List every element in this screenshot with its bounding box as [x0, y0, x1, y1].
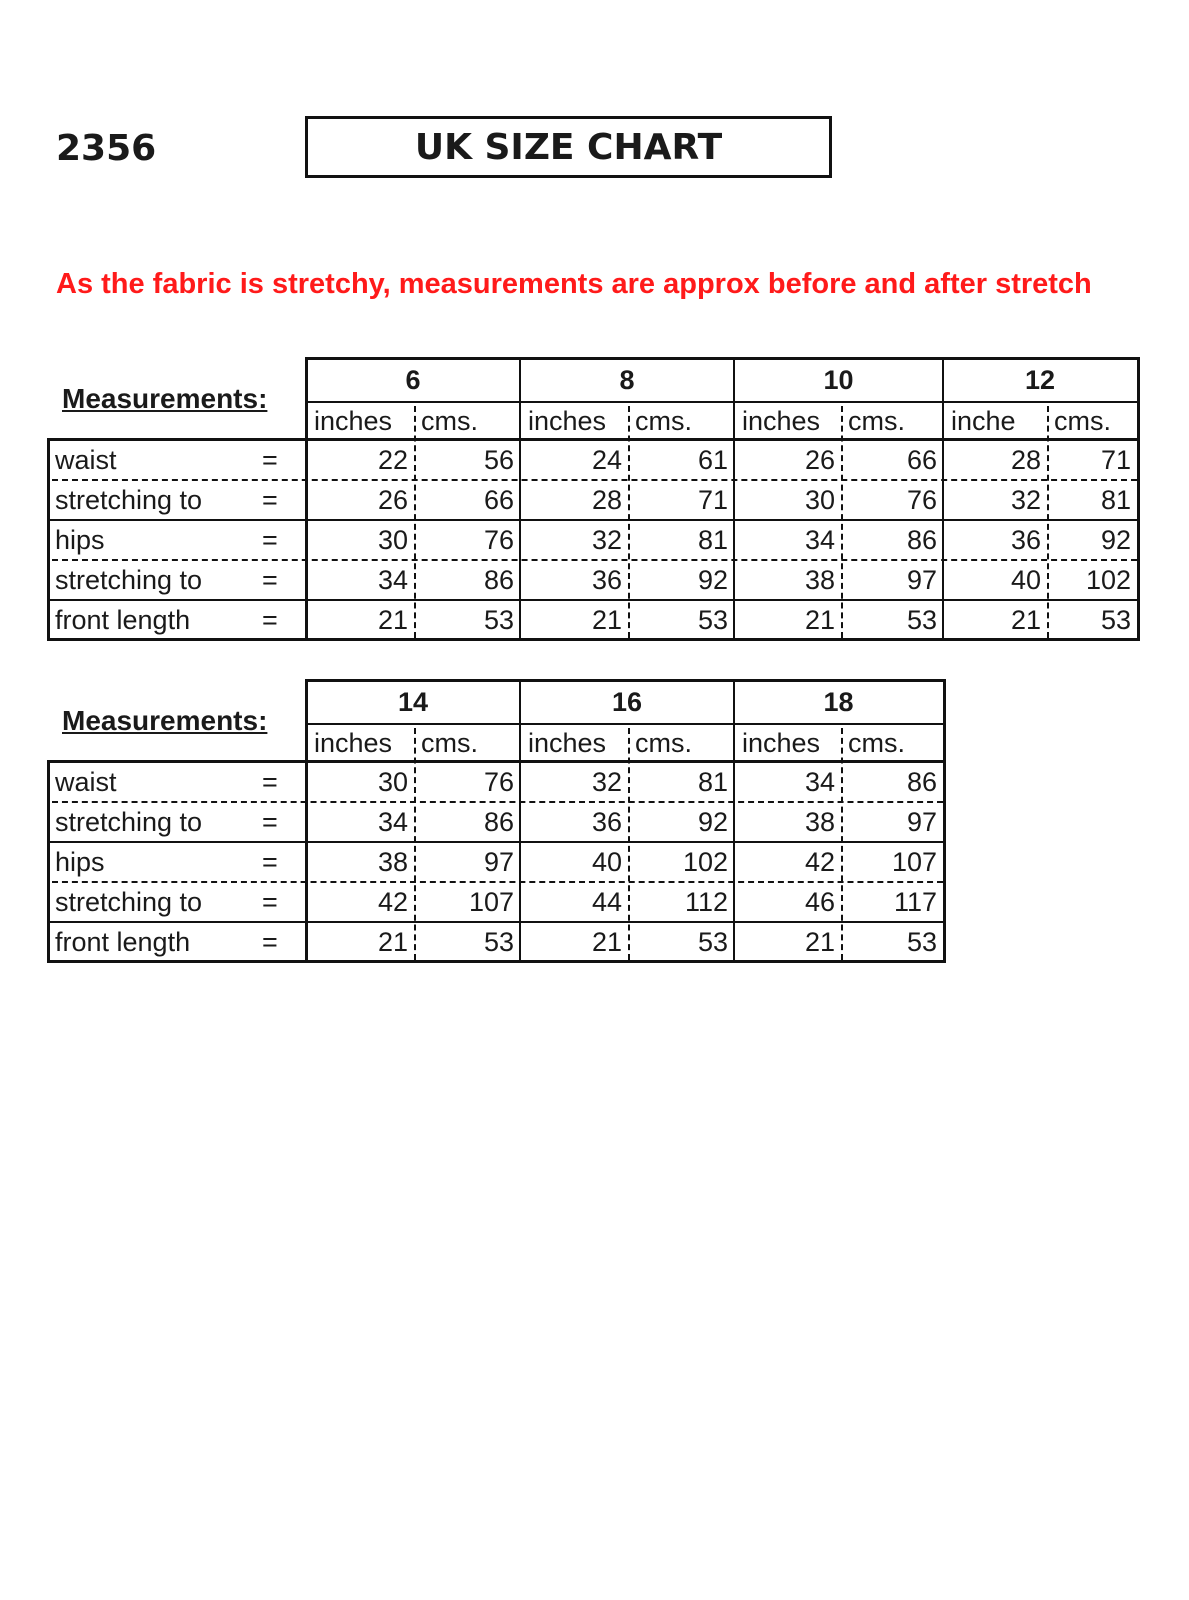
- cms-value: 112: [684, 887, 728, 917]
- unit-inches: inches: [528, 728, 607, 758]
- unit-divider-dashed: [841, 728, 843, 960]
- cms-value: 81: [697, 525, 728, 555]
- grid-line: [47, 599, 1140, 601]
- unit-divider-dashed: [414, 406, 416, 638]
- cms-value: 86: [906, 767, 937, 797]
- size-header: 6: [405, 365, 421, 395]
- cms-value: 71: [697, 485, 728, 515]
- inches-value: 21: [804, 927, 835, 957]
- size-header: 12: [1024, 365, 1056, 395]
- measurements-label: Measurements:: [62, 383, 268, 414]
- equals-sign: =: [262, 847, 278, 877]
- cms-value: 56: [483, 445, 514, 475]
- unit-cms: cms.: [1054, 406, 1111, 436]
- unit-inches: inches: [742, 406, 821, 436]
- inches-value: 21: [591, 927, 622, 957]
- cms-value: 71: [1100, 445, 1131, 475]
- row-divider-dashed: [52, 559, 1137, 561]
- cms-value: 53: [906, 605, 937, 635]
- cms-value: 86: [483, 807, 514, 837]
- unit-divider-dashed: [414, 728, 416, 960]
- inches-value: 21: [591, 605, 622, 635]
- equals-sign: =: [262, 605, 278, 635]
- measurements-label: Measurements:: [62, 705, 268, 736]
- cms-value: 97: [906, 565, 937, 595]
- unit-inches: inches: [314, 406, 393, 436]
- inches-value: 30: [377, 767, 408, 797]
- inches-value: 28: [1010, 445, 1041, 475]
- equals-sign: =: [262, 767, 278, 797]
- inches-value: 34: [804, 525, 835, 555]
- cms-value: 81: [697, 767, 728, 797]
- grid-line: [306, 357, 1140, 360]
- grid-line: [47, 760, 50, 962]
- measurement-label: hips: [55, 847, 105, 877]
- measurement-label: waist: [55, 445, 117, 475]
- inches-value: 36: [591, 807, 622, 837]
- unit-divider-dashed: [841, 406, 843, 638]
- cms-value: 53: [697, 927, 728, 957]
- cms-value: 53: [483, 605, 514, 635]
- grid-line: [47, 438, 1140, 441]
- unit-cms: cms.: [635, 728, 692, 758]
- equals-sign: =: [262, 485, 278, 515]
- inches-value: 21: [804, 605, 835, 635]
- grid-line: [306, 723, 946, 725]
- unit-cms: cms.: [421, 728, 478, 758]
- inches-value: 24: [591, 445, 622, 475]
- grid-line: [306, 401, 1140, 403]
- size-header: 18: [823, 687, 854, 717]
- product-code: 2356: [56, 128, 157, 169]
- cms-value: 81: [1100, 485, 1131, 515]
- grid-line: [47, 519, 1140, 521]
- cms-value: 53: [697, 605, 728, 635]
- grid-line: [47, 921, 946, 923]
- cms-value: 66: [483, 485, 514, 515]
- grid-line: [47, 638, 1140, 641]
- inches-value: 30: [804, 485, 835, 515]
- inches-value: 36: [1010, 525, 1041, 555]
- inches-value: 34: [377, 565, 408, 595]
- cms-value: 76: [483, 525, 514, 555]
- cms-value: 102: [1085, 565, 1131, 595]
- unit-cms: cms.: [848, 406, 905, 436]
- inches-value: 32: [591, 525, 622, 555]
- unit-inches: inche: [951, 406, 1016, 436]
- inches-value: 38: [377, 847, 408, 877]
- cms-value: 53: [483, 927, 514, 957]
- cms-value: 53: [1100, 605, 1131, 635]
- cms-value: 92: [697, 565, 728, 595]
- grid-line: [47, 960, 946, 963]
- inches-value: 36: [591, 565, 622, 595]
- inches-value: 26: [377, 485, 408, 515]
- measurement-label: stretching to: [55, 807, 203, 837]
- unit-cms: cms.: [635, 406, 692, 436]
- equals-sign: =: [262, 807, 278, 837]
- inches-value: 22: [377, 445, 408, 475]
- equals-sign: =: [262, 565, 278, 595]
- cms-value: 66: [906, 445, 937, 475]
- row-divider-dashed: [52, 479, 1137, 481]
- inches-value: 34: [377, 807, 408, 837]
- inches-value: 30: [377, 525, 408, 555]
- unit-divider-dashed: [628, 728, 630, 960]
- inches-value: 32: [591, 767, 622, 797]
- row-divider-dashed: [52, 881, 943, 883]
- cms-value: 76: [906, 485, 937, 515]
- inches-value: 40: [591, 847, 622, 877]
- unit-cms: cms.: [421, 406, 478, 436]
- unit-divider-dashed: [1047, 406, 1049, 638]
- unit-inches: inches: [314, 728, 393, 758]
- inches-value: 40: [1010, 565, 1041, 595]
- equals-sign: =: [262, 525, 278, 555]
- cms-value: 92: [697, 807, 728, 837]
- measurement-label: front length: [55, 927, 191, 957]
- size-header: 14: [397, 687, 429, 717]
- stretch-notice: As the fabric is stretchy, measurements are approx before and after stretch: [56, 268, 1092, 300]
- inches-value: 26: [804, 445, 835, 475]
- page-title: UK SIZE CHART: [305, 116, 832, 178]
- cms-value: 92: [1100, 525, 1131, 555]
- size-header: 10: [823, 365, 854, 395]
- row-divider-dashed: [52, 801, 943, 803]
- cms-value: 61: [697, 445, 728, 475]
- equals-sign: =: [262, 887, 278, 917]
- size-header: 16: [611, 687, 643, 717]
- grid-line: [47, 760, 946, 763]
- unit-divider-dashed: [628, 406, 630, 638]
- measurement-label: front length: [55, 605, 191, 635]
- grid-line: [306, 679, 946, 682]
- inches-value: 34: [804, 767, 835, 797]
- grid-line: [47, 841, 946, 843]
- unit-inches: inches: [528, 406, 607, 436]
- unit-cms: cms.: [848, 728, 905, 758]
- inches-value: 21: [377, 927, 408, 957]
- size-header: 8: [619, 365, 635, 395]
- inches-value: 42: [804, 847, 835, 877]
- cms-value: 76: [483, 767, 514, 797]
- inches-value: 44: [591, 887, 622, 917]
- inches-value: 46: [804, 887, 835, 917]
- measurement-label: stretching to: [55, 565, 203, 595]
- measurement-label: stretching to: [55, 485, 203, 515]
- cms-value: 107: [468, 887, 514, 917]
- cms-value: 86: [906, 525, 937, 555]
- unit-inches: inches: [742, 728, 821, 758]
- cms-value: 86: [483, 565, 514, 595]
- inches-value: 38: [804, 565, 835, 595]
- cms-value: 97: [906, 807, 937, 837]
- inches-value: 21: [1010, 605, 1041, 635]
- measurement-label: stretching to: [55, 887, 203, 917]
- cms-value: 53: [906, 927, 937, 957]
- cms-value: 107: [891, 847, 937, 877]
- grid-line: [47, 438, 50, 640]
- equals-sign: =: [262, 445, 278, 475]
- cms-value: 117: [893, 887, 937, 917]
- inches-value: 21: [377, 605, 408, 635]
- cms-value: 102: [682, 847, 728, 877]
- inches-value: 28: [591, 485, 622, 515]
- inches-value: 38: [804, 807, 835, 837]
- measurement-label: waist: [55, 767, 117, 797]
- inches-value: 32: [1010, 485, 1041, 515]
- inches-value: 42: [377, 887, 408, 917]
- equals-sign: =: [262, 927, 278, 957]
- cms-value: 97: [483, 847, 514, 877]
- measurement-label: hips: [55, 525, 105, 555]
